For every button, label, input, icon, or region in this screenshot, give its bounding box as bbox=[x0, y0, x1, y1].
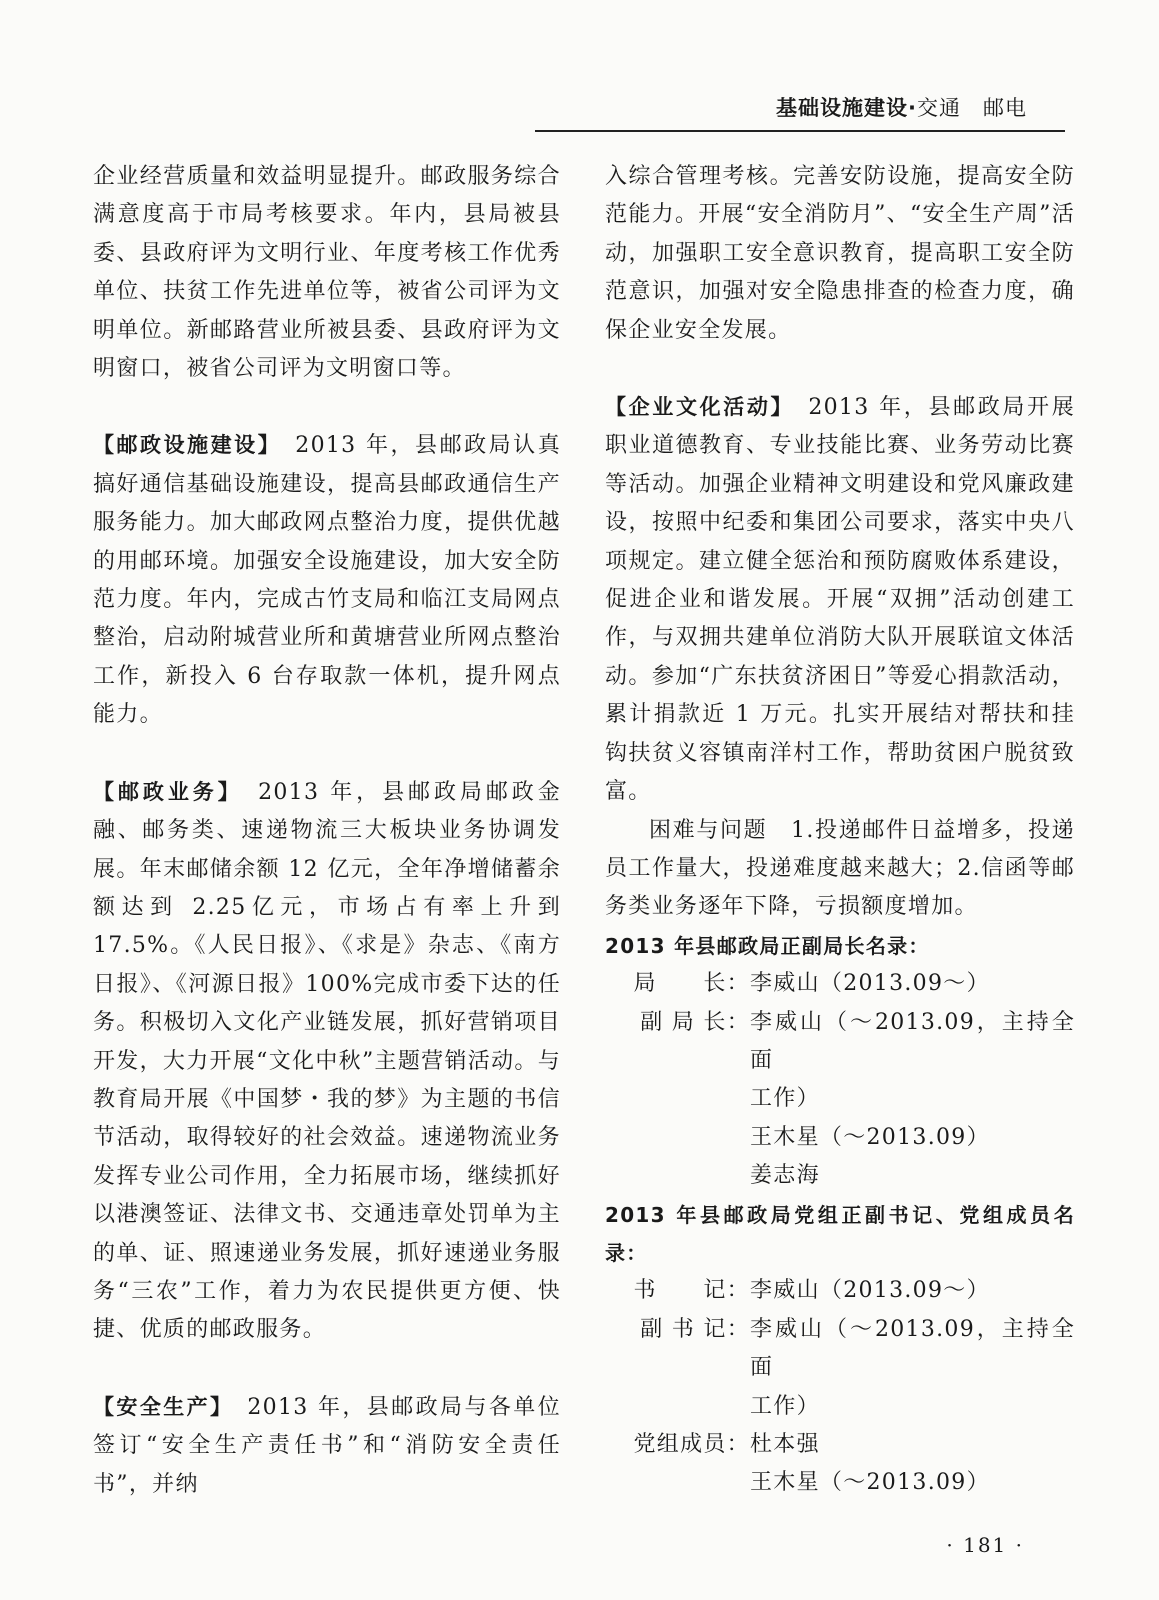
roster-role bbox=[605, 1157, 750, 1195]
roster-row bbox=[605, 1272, 1075, 1310]
roster-row bbox=[605, 1426, 1075, 1464]
header-subsection: 交通 邮电 bbox=[917, 96, 1027, 120]
roster-name: 姜志海 bbox=[750, 1163, 820, 1189]
roster-row bbox=[605, 1464, 1075, 1502]
paragraph-text: 2013 年，县邮政局邮政金融、邮务类、速递物流三大板块业务协调发展。年末邮储余额 12 亿元，全年净增储蓄余额达到 2.25亿元，市场占有率上升到 17.5%。《人民日报》、《求是》杂志、《南方日报》、《河源日报》100%完成市委下达的任务。积极切入文化产业链发展，抓好营销项目开发，大力开展“文化中秋”主题营销活动。与教育局开展《中国梦・我的梦》为主题的书信节活动，取得较好的社会效益。速递物流业务发挥专业公司作用，全力拓展市场，继续抓好以港澳签证、法律文书、交通违章处罚单为主的单、证、照速递业务发展，抓好速递业务服务“三农”工作，着力为农民提供更方便、快捷、优质的邮政服务。 bbox=[93, 779, 561, 1343]
roster-row bbox=[605, 1311, 1075, 1388]
paragraph-safety bbox=[93, 1388, 561, 1504]
roster-role: 书 记： bbox=[633, 1278, 750, 1304]
roster-row bbox=[605, 1157, 1075, 1195]
section-label-safety: 【安全生产】 bbox=[93, 1394, 223, 1419]
roster-role: 副 书 记： bbox=[640, 1316, 750, 1342]
paragraph-text: 2013 年，县邮政局开展职业道德教育、专业技能比赛、业务劳动比赛等活动。加强企业精神文明建设和党风廉政建设，按照中纪委和集团公司要求，落实中央八项规定。建立健全惩治和预防腐败体系建设，促进企业和谐发展。开展“双拥”活动创建工作，与双拥共建单位消防大队开展联谊文体活动。参加“广东扶贫济困日”等爱心捐款活动，累计捐款近 1 万元。扎实开展结对帮扶和挂钩扶贫义容镇南洋村工作，帮助贫困户脱贫致富。 bbox=[605, 395, 1075, 805]
paragraph-postal-facilities bbox=[93, 426, 561, 734]
roster-name: 李威山（～2013.09，主持全面 bbox=[750, 1009, 1075, 1073]
roster-name: 王木星（～2013.09） bbox=[750, 1470, 990, 1496]
roster-row bbox=[605, 1080, 1075, 1118]
roster-party bbox=[605, 1272, 1075, 1502]
section-label-culture: 【企业文化活动】 bbox=[605, 395, 784, 420]
roster-role bbox=[605, 1080, 750, 1118]
roster-row bbox=[605, 1388, 1075, 1426]
header-rule bbox=[535, 130, 1065, 132]
roster-role: 局 长： bbox=[633, 971, 750, 997]
roster-role: 副 局 长： bbox=[640, 1009, 750, 1035]
roster-name: 李威山（2013.09～） bbox=[750, 971, 990, 997]
roster-row bbox=[605, 965, 1075, 1003]
roster-role: 党组成员： bbox=[633, 1432, 750, 1457]
roster-caption-party: 2013 年县邮政局党组正副书记、党组成员名录： bbox=[605, 1202, 1075, 1265]
section-label-postal-business: 【邮政业务】 bbox=[93, 779, 233, 804]
paragraph-text: 1.投递邮件日益增多，投递员工作量大，投递难度越来越大；2.信函等邮务类业务逐年下降，亏损额度增加。 bbox=[605, 817, 1075, 920]
page-number: · 181 · bbox=[946, 1533, 1024, 1557]
roster-directors bbox=[605, 965, 1075, 1195]
header-dot: · bbox=[908, 96, 917, 120]
paragraph-problems bbox=[605, 812, 1075, 927]
roster-name: 杜本强 bbox=[750, 1432, 820, 1457]
roster-name: 李威山（2013.09～） bbox=[750, 1278, 990, 1304]
roster-name: 工作） bbox=[750, 1086, 820, 1112]
paragraph-quality: 企业经营质量和效益明显提升。邮政服务综合满意度高于市局考核要求。年内，县局被县委、县政府评为文明行业、年度考核工作优秀单位、扶贫工作先进单位等，被省公司评为文明单位。新邮路营业所被县委、县政府评为文明窗口，被省公司评为文明窗口等。 bbox=[93, 164, 561, 382]
left-column bbox=[93, 158, 561, 1504]
paragraph-text: 2013 年，县邮政局认真搞好通信基础设施建设，提高县邮政通信生产服务能力。加大邮政网点整治力度，提供优越的用邮环境。加强安全设施建设，加大安全防范力度。年内，完成古竹支局和临江支局网点整治，启动附城营业所和黄塘营业所网点整治工作，新投入 6 台存取款一体机，提升网点能力。 bbox=[93, 433, 562, 728]
roster-caption-directors: 2013 年县邮政局正副局长名录： bbox=[605, 933, 930, 958]
running-header bbox=[776, 92, 1027, 122]
roster-name: 李威山（～2013.09，主持全面 bbox=[750, 1316, 1075, 1381]
roster-row bbox=[605, 1119, 1075, 1157]
roster-role bbox=[605, 1464, 750, 1502]
roster-role bbox=[605, 1119, 750, 1157]
section-label-postal-facilities: 【邮政设施建设】 bbox=[93, 433, 271, 458]
paragraph-safety-continued: 入综合管理考核。完善安防设施，提高安全防范能力。开展“安全消防月”、“安全生产周”活动，加强职工安全意识教育，提高职工安全防范意识，加强对安全隐患排查的检查力度，确保企业安全发展。 bbox=[605, 164, 1075, 343]
problems-label: 困难与问题 bbox=[649, 817, 768, 843]
roster-name: 王木星（～2013.09） bbox=[750, 1124, 990, 1150]
paragraph-culture bbox=[605, 388, 1075, 811]
header-section: 基础设施建设 bbox=[776, 96, 909, 120]
roster-name: 工作） bbox=[750, 1393, 820, 1419]
paragraph-text: 2013 年，县邮政局与各单位签订“安全生产责任书”和“消防安全责任书”，并纳 bbox=[93, 1394, 561, 1497]
right-column bbox=[605, 158, 1075, 1503]
paragraph-postal-business bbox=[93, 773, 561, 1350]
roster-row bbox=[605, 1004, 1075, 1081]
roster-role bbox=[605, 1388, 750, 1426]
